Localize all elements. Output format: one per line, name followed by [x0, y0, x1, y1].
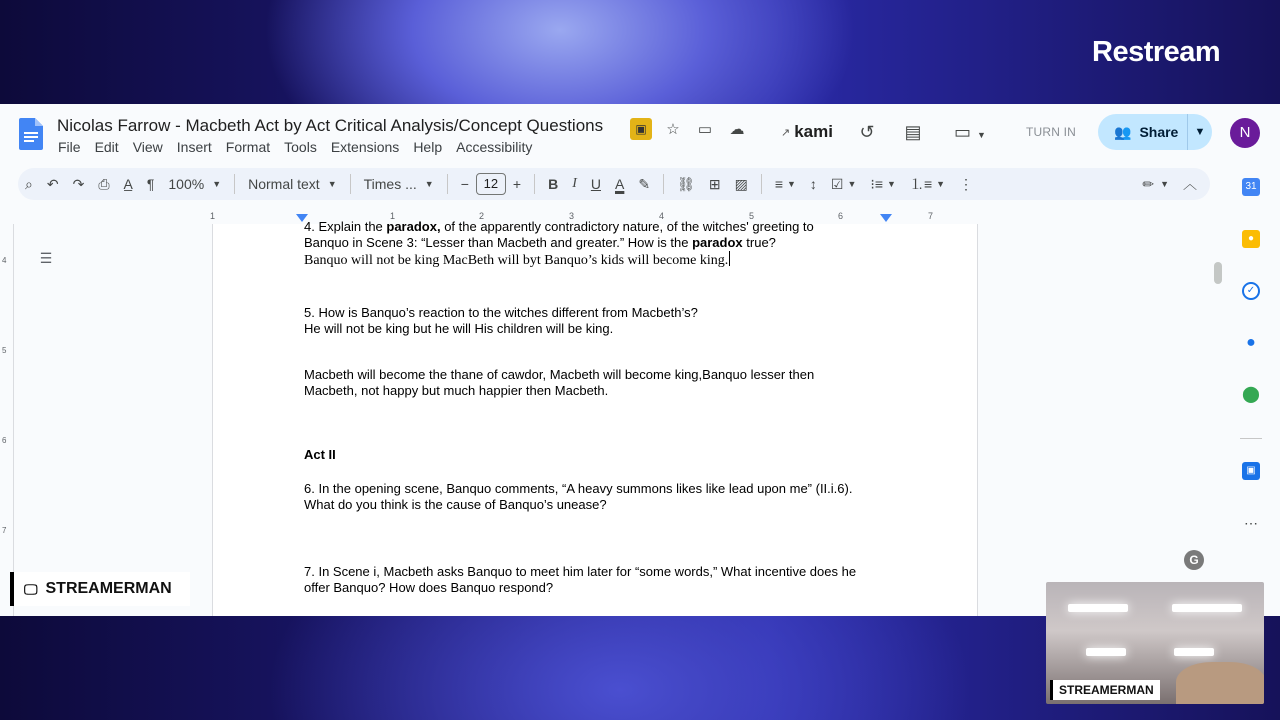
document-page[interactable] — [212, 219, 978, 616]
paragraph-line-2: Macbeth, not happy but much happier then Macbeth. — [304, 383, 609, 398]
formatting-toolbar — [18, 168, 1210, 200]
side-panel — [1226, 170, 1276, 616]
ruler-tick: 6 — [838, 211, 844, 221]
question-6-line-2: What do you think is the cause of Banquo’s unease? — [304, 497, 607, 512]
ruler-tick: 7 — [928, 211, 934, 221]
spellcheck-icon[interactable]: A̲ — [123, 176, 133, 192]
chevron-down-icon: ▼ — [327, 179, 337, 189]
editing-mode-icon[interactable]: ✏ ▼ — [1142, 175, 1169, 192]
ruler-tick: 2 — [479, 211, 485, 221]
ruler-tick: 5 — [2, 346, 7, 355]
more-icon[interactable]: ⋯ — [1244, 515, 1258, 531]
menu-bar — [58, 139, 546, 155]
webcam-label: STREAMERMAN — [1050, 680, 1160, 700]
line-spacing-icon[interactable]: ↕ — [809, 176, 817, 192]
more-options-icon[interactable]: ⋮ — [959, 175, 974, 192]
text-color-icon[interactable]: A — [615, 176, 625, 192]
contacts-icon[interactable]: ● — [1246, 334, 1256, 351]
scrollbar-thumb[interactable] — [1214, 262, 1222, 284]
calendar-icon[interactable]: 31 — [1242, 178, 1260, 196]
move-folder-icon[interactable]: ▭ — [697, 121, 713, 138]
restream-logo: Restream — [1092, 36, 1221, 68]
numbered-list-icon[interactable]: ⒈≡ ▼ — [909, 176, 946, 192]
ruler-tick: 1 — [390, 211, 396, 221]
side-divider — [1240, 438, 1262, 439]
ceiling-light — [1068, 604, 1128, 612]
account-avatar[interactable]: N — [1230, 118, 1260, 148]
question-7-line-1: 7. In Scene i, Macbeth asks Banquo to meet him later for “some words,” What incentive does he — [304, 564, 857, 579]
toolbar-divider — [663, 174, 664, 194]
share-dropdown-icon[interactable]: ▼ — [1194, 126, 1206, 138]
grammarly-icon[interactable]: G — [1184, 550, 1204, 570]
increase-font-size-icon[interactable]: + — [512, 176, 522, 192]
font-value: Times ... — [363, 176, 417, 192]
comments-icon[interactable]: ▤ — [904, 122, 922, 142]
menu-insert[interactable]: Insert — [176, 139, 212, 155]
meet-icon[interactable]: ▭ ▼ — [954, 122, 986, 142]
highlight-color-icon[interactable]: ✎ — [638, 175, 651, 192]
menu-extensions[interactable]: Extensions — [330, 139, 400, 155]
keep-icon[interactable]: ● — [1242, 230, 1260, 248]
checklist-icon[interactable]: ☑ ▼ — [830, 175, 857, 192]
ruler-tick: 5 — [749, 211, 755, 221]
decrease-font-size-icon[interactable]: − — [460, 176, 469, 192]
menu-view[interactable]: View — [132, 139, 163, 155]
question-4-line-2: Banquo in Scene 3: “Lesser than Macbeth and greater.” How is the paradox true? — [304, 235, 776, 250]
menu-accessibility[interactable]: Accessibility — [456, 139, 533, 155]
ruler-tick: 7 — [2, 526, 7, 535]
search-menus-icon[interactable]: ⌕ — [25, 175, 33, 192]
ceiling-light — [1172, 604, 1242, 612]
paint-format-icon[interactable]: ¶ — [146, 176, 155, 192]
menu-help[interactable]: Help — [413, 139, 443, 155]
toolbar-divider — [234, 174, 235, 194]
zoom-select[interactable] — [161, 171, 228, 197]
ruler-tick: 4 — [2, 256, 7, 265]
document-title[interactable]: Nicolas Farrow - Macbeth Act by Act Critical Analysis/Concept Questions — [57, 116, 604, 135]
title-icons — [630, 118, 748, 140]
toolbar-divider — [447, 174, 448, 194]
person-silhouette — [1176, 662, 1264, 704]
undo-icon[interactable]: ↶ — [46, 175, 59, 192]
answer-5: He will not be king but he will His children will be king. — [304, 321, 614, 336]
toolbar-divider — [350, 174, 351, 194]
section-heading-act-2: Act II — [304, 447, 336, 462]
menu-file[interactable]: File — [58, 139, 81, 155]
document-body[interactable] — [304, 219, 904, 596]
align-icon[interactable]: ≡ ▼ — [774, 176, 796, 192]
toolbar-divider — [534, 174, 535, 194]
cloud-status-icon[interactable]: ☁ — [729, 121, 745, 138]
external-link-icon: ↗ — [781, 126, 791, 139]
bold-icon[interactable]: B — [548, 176, 559, 192]
maps-icon[interactable]: ⬤ — [1242, 386, 1260, 403]
ruler-tick: 6 — [2, 436, 7, 445]
vertical-ruler[interactable] — [0, 224, 14, 616]
webcam-feed — [1046, 582, 1264, 704]
question-6-line-1: 6. In the opening scene, Banquo comments, “A heavy summons likes like lead upon me” (II.i.6). — [304, 481, 853, 496]
style-select[interactable] — [241, 171, 344, 197]
menu-edit[interactable]: Edit — [94, 139, 119, 155]
menu-tools[interactable]: Tools — [284, 139, 317, 155]
star-icon[interactable]: ☆ — [666, 121, 680, 138]
share-button[interactable] — [1098, 114, 1212, 150]
chevron-down-icon: ▼ — [212, 179, 222, 189]
docs-window — [0, 104, 1280, 616]
insert-image-icon[interactable]: ▨ — [734, 175, 748, 192]
answer-4: Banquo will not be king MacBeth will byt Banquo’s kids will become king. — [304, 253, 729, 268]
tasks-icon[interactable]: ✓ — [1242, 282, 1260, 300]
style-value: Normal text — [248, 176, 320, 192]
italic-icon[interactable]: I — [572, 176, 577, 191]
insert-link-icon[interactable]: ⛓ — [677, 175, 695, 192]
bulleted-list-icon[interactable]: ⁝≡ ▼ — [870, 175, 896, 192]
toolbar-divider — [761, 174, 762, 194]
font-select[interactable] — [357, 171, 441, 197]
ceiling-light — [1086, 648, 1126, 656]
ruler-tick: 1 — [210, 211, 216, 221]
google-docs-icon[interactable] — [19, 118, 43, 150]
question-7-line-2: offer Banquo? How does Banquo respond? — [304, 580, 554, 595]
document-outline-icon[interactable]: ☰ — [39, 250, 53, 266]
question-5: 5. How is Banquo’s reaction to the witches different from Macbeth’s? — [304, 305, 698, 320]
inbox-icon[interactable]: ▣ — [1242, 462, 1260, 480]
add-comment-icon[interactable]: ⊞ — [708, 175, 721, 192]
extension-icon[interactable]: ▣ — [630, 118, 652, 140]
kami-label: kami — [794, 122, 833, 141]
streamer-name-tag — [10, 572, 190, 606]
kami-button[interactable] — [781, 122, 833, 142]
ruler-tick: 3 — [569, 211, 575, 221]
monitor-icon: 🖵 — [24, 580, 38, 597]
chevron-down-icon: ▼ — [424, 179, 434, 189]
print-icon[interactable]: ⎙ — [98, 175, 110, 192]
collapse-menus-icon[interactable]: ︿ — [1183, 176, 1197, 192]
underline-icon[interactable]: U — [590, 176, 601, 192]
text-cursor — [729, 251, 730, 266]
zoom-value: 100% — [168, 176, 205, 192]
streamer-name: STREAMERMAN — [45, 580, 172, 597]
ruler-tick: 4 — [659, 211, 665, 221]
paragraph-line-1: Macbeth will become the thane of cawdor, Macbeth will become king,Banquo lesser then — [304, 367, 815, 382]
share-people-icon: 👥 — [1114, 123, 1132, 140]
share-label: Share — [1139, 124, 1179, 140]
version-history-icon[interactable]: ↺ — [859, 122, 875, 142]
menu-format[interactable]: Format — [225, 139, 271, 155]
turn-in-button[interactable]: TURN IN — [1025, 125, 1077, 139]
font-size-input[interactable]: 12 — [476, 173, 506, 195]
ceiling-light — [1174, 648, 1214, 656]
redo-icon[interactable]: ↷ — [72, 175, 85, 192]
question-4-line-1: 4. Explain the paradox, of the apparently contradictory nature, of the witches' greeting to — [304, 219, 814, 234]
